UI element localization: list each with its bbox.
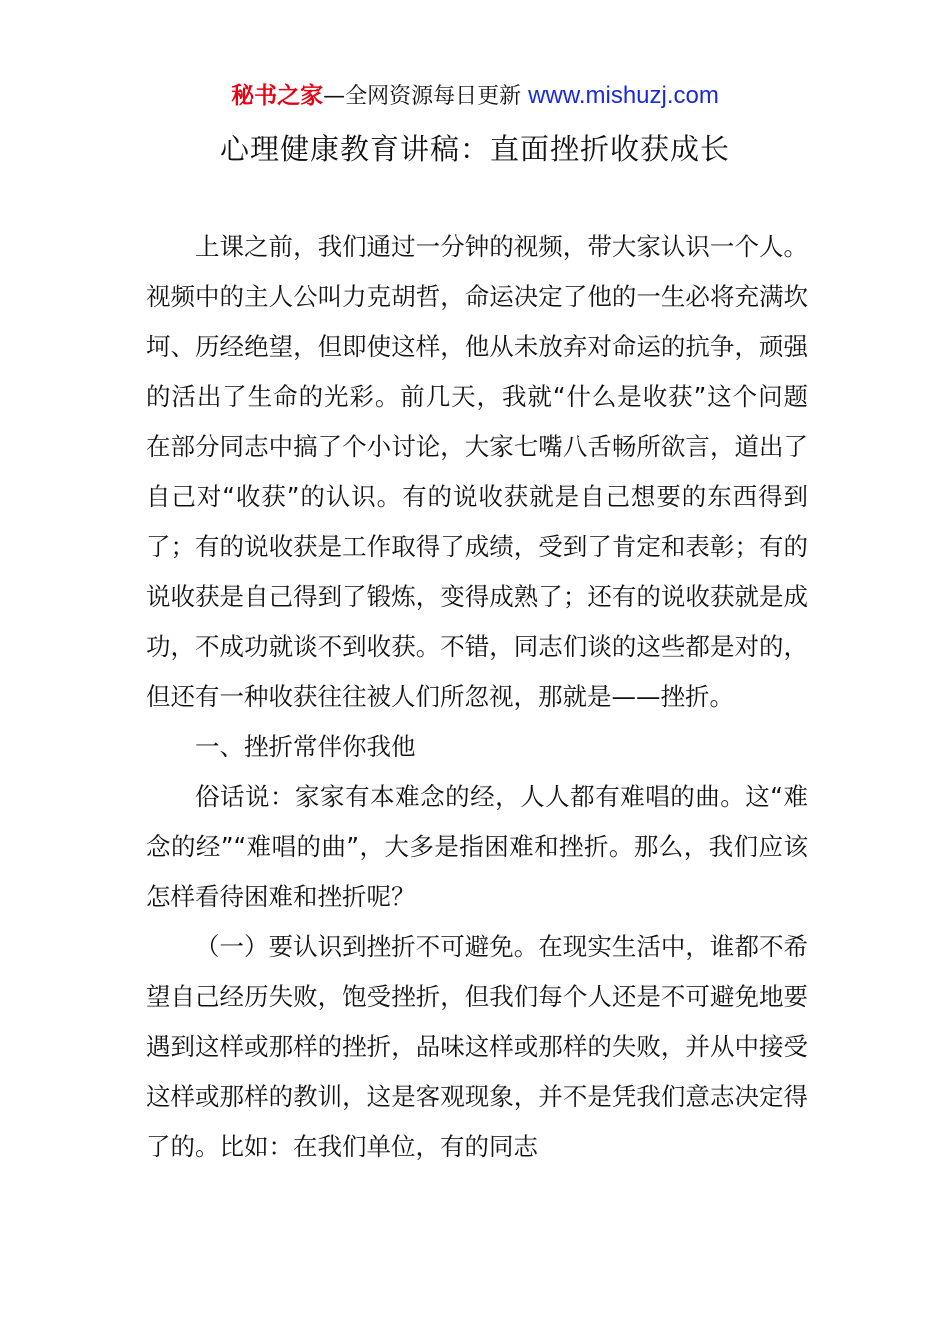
site-tagline: —全网资源每日更新 bbox=[323, 84, 522, 109]
paragraph-proverb: 俗话说：家家有本难念的经，人人都有难唱的曲。这“难念的经”“难唱的曲”，大多是指困难和挫折。那么，我们应该怎样看待困难和挫折呢？ bbox=[146, 782, 808, 911]
site-header bbox=[0, 80, 950, 113]
site-url-link[interactable]: www.mishuzj.com bbox=[528, 82, 719, 109]
paragraph-point-1: （一）要认识到挫折不可避免。在现实生活中，谁都不希望自己经历失败，饱受挫折，但我们每个人还是不可避免地要遇到这样或那样的挫折，品味这样或那样的失败，并从中接受这样或那样的教训，这是客观现象，并不是凭我们意志决定得了的。比如：在我们单位，有的同志 bbox=[146, 932, 808, 1161]
section-heading-1: 一、挫折常伴你我他 bbox=[195, 732, 416, 761]
brand-name: 秘书之家 bbox=[231, 83, 324, 109]
document-title: 心理健康教育讲稿：直面挫折收获成长 bbox=[219, 132, 730, 166]
document-body bbox=[146, 222, 808, 1172]
paragraph-intro: 上课之前，我们通过一分钟的视频，带大家认识一个人。视频中的主人公叫力克胡哲，命运决定了他的一生必将充满坎坷、历经绝望，但即使这样，他从未放弃对命运的抗争，顽强的活出了生命的光彩。前几天，我就“什么是收获”这个问题在部分同志中搞了个小讨论，大家七嘴八舌畅所欲言，道出了自己对“收获”的认识。有的说收获就是自己想要的东西得到了；有的说收获是工作取得了成绩，受到了肯定和表彰；有的说收获是自己得到了锻炼，变得成熟了；还有的说收获就是成功，不成功就谈不到收获。不错，同志们谈的这些都是对的，但还有一种收获往往被人们所忽视，那就是——挫折。 bbox=[146, 232, 808, 711]
